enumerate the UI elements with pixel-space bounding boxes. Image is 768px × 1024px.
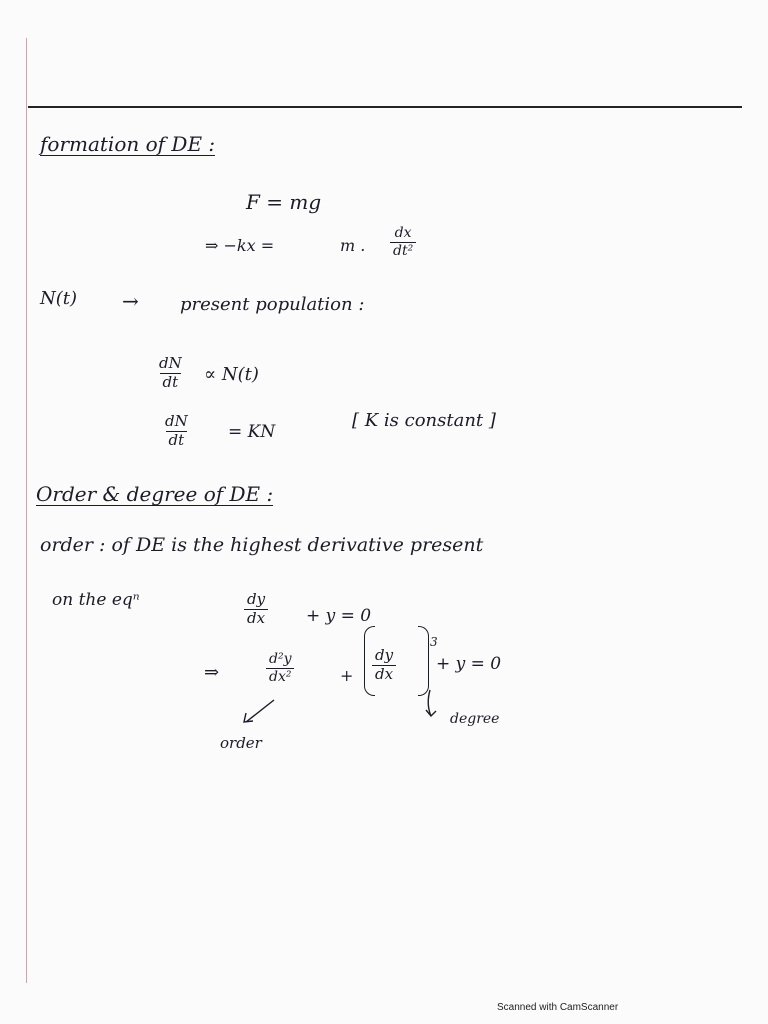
label-order: order xyxy=(220,734,262,752)
example-1-rhs: + y = 0 xyxy=(306,606,372,626)
fraction-numerator: dN xyxy=(165,412,188,430)
fraction-numerator: d²y xyxy=(269,651,292,667)
label-degree: degree xyxy=(450,711,500,727)
fraction-numerator: dx xyxy=(394,225,412,241)
equation-f-equals-mg: F = mg xyxy=(246,190,322,214)
population-arrow: → xyxy=(122,289,139,313)
fraction-numerator: dy xyxy=(375,646,394,664)
fraction-numerator: dN xyxy=(159,354,182,372)
fraction-denominator: dx xyxy=(372,665,396,683)
equation-m-dot: m . xyxy=(340,236,366,255)
fraction-denominator: dx xyxy=(244,609,268,627)
example-2-rhs: + y = 0 xyxy=(436,654,502,674)
heading-order-degree: Order & degree of DE : xyxy=(36,482,274,506)
fraction-denominator: dt xyxy=(160,373,182,391)
implies-arrow: ⇒ xyxy=(204,662,220,683)
power-exponent: 3 xyxy=(430,635,438,649)
order-arrow-line xyxy=(246,700,274,722)
degree-arrow-head xyxy=(426,710,436,716)
fraction-denominator: dt² xyxy=(390,242,416,259)
equation-equals-kn: = KN xyxy=(228,422,276,442)
proportional-relation: ∝ N(t) xyxy=(204,364,259,385)
order-definition: order : of DE is the highest derivative present xyxy=(40,534,484,556)
population-text: present population : xyxy=(180,294,365,315)
plus-sign: + xyxy=(340,666,354,685)
equation-kx-lhs: ⇒ −kx = xyxy=(205,236,275,255)
constant-note: [ K is constant ] xyxy=(352,410,496,431)
fraction-denominator: dt xyxy=(166,431,188,449)
heading-formation-of-de: formation of DE : xyxy=(40,132,216,156)
fraction-denominator: dx² xyxy=(266,668,294,685)
fraction-numerator: dy xyxy=(247,590,266,608)
population-function: N(t) xyxy=(40,288,78,309)
scanner-watermark: Scanned with CamScanner xyxy=(497,1002,619,1013)
example-label: on the eqⁿ xyxy=(52,590,140,610)
